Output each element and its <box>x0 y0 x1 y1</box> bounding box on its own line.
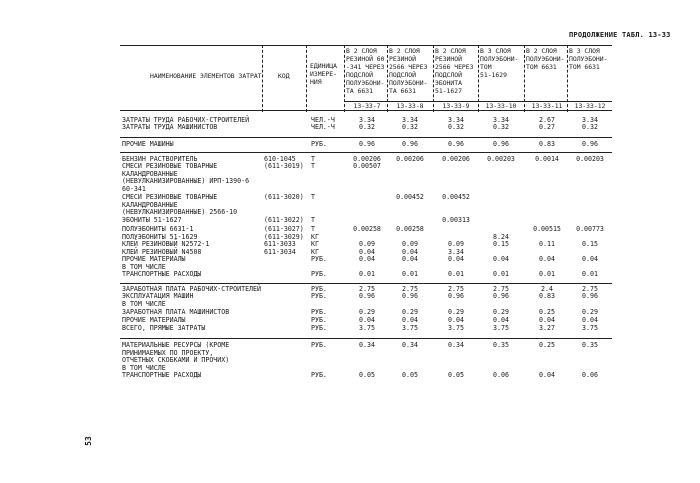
row-value: 0.06 <box>493 371 509 379</box>
header-column-divider <box>433 45 434 112</box>
row-unit: КГ <box>311 248 319 256</box>
row-value: 0.04 <box>359 248 375 256</box>
row-value: 0.34 <box>359 341 375 349</box>
header-column-desc-line: ТА 6631 <box>346 87 373 95</box>
row-value: 0.04 <box>493 316 509 324</box>
header-top-rule <box>120 45 612 46</box>
row-value: 0.83 <box>539 292 555 300</box>
row-value: 2.75 <box>448 285 464 293</box>
row-value: 0.05 <box>448 371 464 379</box>
row-unit: ЧЕЛ.-Ч <box>311 123 335 131</box>
row-unit: РУБ. <box>311 308 327 316</box>
row-value: 0.04 <box>448 255 464 263</box>
row-value: 0.35 <box>493 341 509 349</box>
header-column-desc-line: РЕЗИНОЙ 60 <box>346 55 385 63</box>
row-label: ТРАНСПОРТНЫЕ РАСХОДЫ <box>122 371 202 379</box>
row-value: 0.01 <box>539 270 555 278</box>
row-value: 0.05 <box>402 371 418 379</box>
row-value: 0.96 <box>402 140 418 148</box>
header-column-desc-line: ЭБОНИТА <box>435 79 462 87</box>
row-value: 0.32 <box>402 123 418 131</box>
header-column-desc-line: ПОДСЛОЙ <box>435 71 462 79</box>
row-label: ПОЛУЭБОНИТЫ 6631-1 <box>122 225 194 233</box>
row-value: 3.75 <box>359 324 375 332</box>
header-unit-line: ЕДИНИЦА <box>310 62 337 70</box>
row-unit: КГ <box>311 233 319 241</box>
row-value: 0.04 <box>402 255 418 263</box>
header-column-desc-line: 2566 ЧЕРЕЗ <box>389 63 428 71</box>
row-value: 0.35 <box>582 341 598 349</box>
row-label: СМЕСИ РЕЗИНОВЫЕ ТОВАРНЫЕ <box>122 193 218 201</box>
row-value: 0.04 <box>539 316 555 324</box>
header-column-desc-line: ПОЛУЭБОНИ- <box>389 79 428 87</box>
header-column-divider <box>567 45 568 112</box>
row-value: 3.34 <box>493 116 509 124</box>
header-column-divider <box>262 45 263 112</box>
row-value: 0.09 <box>359 240 375 248</box>
row-value: 0.00258 <box>353 225 381 233</box>
row-code: (611-3019) <box>264 162 304 170</box>
row-code: 611-3033 <box>264 240 296 248</box>
row-value: 0.00206 <box>396 155 424 163</box>
page-title: ПРОДОЛЖЕНИЕ ТАБЛ. 13-33 <box>569 31 671 39</box>
row-value: 0.96 <box>493 140 509 148</box>
row-value: 0.25 <box>539 308 555 316</box>
row-value: 0.32 <box>493 123 509 131</box>
row-label: ПОЛУЭБОНИТЫ 51-1629 <box>122 233 198 241</box>
header-column-desc-line: В 3 СЛОЯ <box>569 47 600 55</box>
header-column-number: 13-33-7 <box>353 102 381 110</box>
header-column-desc-line: В 2 СЛОЯ <box>346 47 377 55</box>
row-value: 3.34 <box>582 116 598 124</box>
header-column-number: 13-33-10 <box>485 102 517 110</box>
header-column-desc-line: 51-1627 <box>435 87 462 95</box>
header-column-desc-line: В 2 СЛОЯ <box>526 47 557 55</box>
row-value: 0.32 <box>448 123 464 131</box>
row-code: (611-3029) <box>264 233 304 241</box>
row-unit: РУБ. <box>311 292 327 300</box>
row-unit: РУБ. <box>311 324 327 332</box>
row-unit: РУБ. <box>311 285 327 293</box>
row-value: 2.75 <box>402 285 418 293</box>
header-column-desc-line: ПОДСЛОЙ <box>346 71 373 79</box>
row-value: 0.06 <box>582 371 598 379</box>
row-value: 0.01 <box>493 270 509 278</box>
row-unit: РУБ. <box>311 371 327 379</box>
row-unit: РУБ. <box>311 140 327 148</box>
header-column-number: 13-33-12 <box>574 102 606 110</box>
header-column-desc-line: РЕЗИНОЙ <box>435 55 462 63</box>
row-value: 0.00313 <box>442 216 470 224</box>
row-value: 0.96 <box>582 292 598 300</box>
header-column-desc-line: ПОЛУЭБОНИ- <box>480 55 519 63</box>
row-value: 0.29 <box>448 308 464 316</box>
section-rule <box>120 283 612 284</box>
row-unit: КГ <box>311 240 319 248</box>
row-value: 3.34 <box>448 248 464 256</box>
header-column-desc-line: ТА 6631 <box>389 87 416 95</box>
row-label: БЕНЗИН РАСТВОРИТЕЛЬ <box>122 155 198 163</box>
header-column-number: 13-33-11 <box>531 102 563 110</box>
row-value: 0.01 <box>582 270 598 278</box>
row-value: 0.00258 <box>396 225 424 233</box>
row-value: 0.25 <box>539 341 555 349</box>
header-column-divider <box>344 45 345 112</box>
row-label: ОТЧЕТНЫХ СКОБКАМИ И ПРОЧИХ) <box>122 356 230 365</box>
row-value: 0.96 <box>402 292 418 300</box>
row-value: 0.96 <box>448 140 464 148</box>
row-label: В ТОМ ЧИСЛЕ <box>122 262 166 271</box>
row-label: СМЕСИ РЕЗИНОВЫЕ ТОВАРНЫЕ <box>122 162 218 170</box>
row-value: 8.24 <box>493 233 509 241</box>
row-value: 0.96 <box>448 292 464 300</box>
row-value: 0.34 <box>448 341 464 349</box>
row-unit: Т <box>311 193 315 201</box>
row-code: 610-1045 <box>264 155 296 163</box>
row-value: 3.75 <box>493 324 509 332</box>
header-unit-line: НИЯ <box>310 78 322 86</box>
row-unit: РУБ. <box>311 316 327 324</box>
row-label: КЛЕЙ РЕЗИНОВЫЙ N4508 <box>122 248 202 256</box>
header-column-divider <box>387 45 388 112</box>
row-value: 0.00515 <box>533 225 561 233</box>
header-column-desc-line: ТОМ 6631 <box>526 63 557 71</box>
header-column-desc-line: 2566 ЧЕРЕЗ <box>435 63 474 71</box>
row-label: ПРИНИМАЕМЫХ ПО ПРОЕКТУ, <box>122 348 214 357</box>
row-value: 0.96 <box>493 292 509 300</box>
row-label: ЭКСПЛУАТАЦИЯ МАШИН <box>122 292 194 300</box>
row-label: ТРАНСПОРТНЫЕ РАСХОДЫ <box>122 270 202 278</box>
header-column-divider <box>478 45 479 112</box>
row-code: 611-3034 <box>264 248 296 256</box>
row-value: 3.27 <box>539 324 555 332</box>
row-unit: РУБ. <box>311 255 327 263</box>
row-label: ПРОЧИЕ МАШИНЫ <box>122 140 174 148</box>
row-code: (611-3027) <box>264 225 304 233</box>
row-value: 2.75 <box>493 285 509 293</box>
row-value: 0.15 <box>493 240 509 248</box>
header-column-desc-line: ПОЛУЭБОНИ- <box>526 55 565 63</box>
row-value: 0.32 <box>582 123 598 131</box>
header-column-number: 13-33-8 <box>396 102 424 110</box>
row-unit: ЧЕЛ.-Ч <box>311 116 335 124</box>
section-rule <box>120 137 612 138</box>
row-label: КАЛАНДРОВАННЫЕ <box>122 169 178 178</box>
header-code-column: КОД <box>278 72 290 80</box>
header-column-desc-line: -341 ЧЕРЕЗ <box>346 63 385 71</box>
row-value: 3.75 <box>402 324 418 332</box>
row-label: ЗАРАБОТНАЯ ПЛАТА МАШИНИСТОВ <box>122 308 230 316</box>
row-label: КЛЕЙ РЕЗИНОВЫЙ N2572-1 <box>122 240 210 248</box>
row-unit: Т <box>311 216 315 224</box>
row-unit: Т <box>311 162 315 170</box>
row-value: 3.34 <box>402 116 418 124</box>
header-column-desc-line: В 2 СЛОЯ <box>435 47 466 55</box>
header-column-desc-line: РЕЗИНОЙ <box>389 55 416 63</box>
row-value: 0.00507 <box>353 162 381 170</box>
row-label: ЗАРАБОТНАЯ ПЛАТА РАБОЧИХ-СТРОИТЕЛЕЙ <box>122 285 261 293</box>
section-rule <box>120 152 612 153</box>
row-value: 0.96 <box>582 140 598 148</box>
row-value: 0.96 <box>359 292 375 300</box>
row-label: ПРОЧИЕ МАТЕРИАЛЫ <box>122 316 186 324</box>
header-column-desc-line: В 3 СЛОЯ <box>480 47 511 55</box>
row-value: 0.05 <box>359 371 375 379</box>
row-value: 0.09 <box>402 240 418 248</box>
row-value: 2.4 <box>541 285 553 293</box>
row-value: 0.04 <box>359 316 375 324</box>
row-value: 0.29 <box>582 308 598 316</box>
row-value: 0.32 <box>359 123 375 131</box>
row-label: ЭБОНИТЫ 51-1627 <box>122 216 182 224</box>
row-value: 2.75 <box>359 285 375 293</box>
row-label: 60-341 <box>122 185 146 194</box>
row-value: 0.11 <box>539 240 555 248</box>
row-value: 3.75 <box>448 324 464 332</box>
row-value: 0.29 <box>402 308 418 316</box>
margin-page-mark: 53 <box>83 436 93 446</box>
row-value: 3.34 <box>448 116 464 124</box>
row-value: 0.04 <box>493 255 509 263</box>
row-value: 0.0014 <box>535 155 559 163</box>
header-column-desc-line: В 2 СЛОЯ <box>389 47 420 55</box>
row-value: 0.27 <box>539 123 555 131</box>
row-unit: Т <box>311 225 315 233</box>
row-unit: РУБ. <box>311 270 327 278</box>
row-value: 3.34 <box>359 116 375 124</box>
header-column-divider <box>306 45 307 112</box>
row-label: КАЛАНДРОВАННЫЕ <box>122 200 178 209</box>
header-column-desc-line: 51-1629 <box>480 71 507 79</box>
row-value: 0.04 <box>539 255 555 263</box>
header-column-desc-line: ПОЛУЭБОНИ- <box>346 79 385 87</box>
row-value: 0.29 <box>359 308 375 316</box>
row-value: 0.83 <box>539 140 555 148</box>
row-label: В ТОМ ЧИСЛЕ <box>122 364 166 373</box>
header-column-desc-line: ТОМ <box>480 63 492 71</box>
row-value: 0.00452 <box>396 193 424 201</box>
row-value: 0.04 <box>582 316 598 324</box>
row-label: ЗАТРАТЫ ТРУДА РАБОЧИХ-СТРОИТЕЛЕЙ <box>122 116 250 124</box>
row-label: МАТЕРИАЛЬНЫЕ РЕСУРСЫ (КРОМЕ <box>122 341 230 349</box>
header-unit-line: ИЗМЕРЕ- <box>310 70 337 78</box>
row-value: 0.00773 <box>576 225 604 233</box>
header-column-desc-line: ПОЛУЭБОНИ- <box>569 55 608 63</box>
row-value: 0.04 <box>448 316 464 324</box>
row-value: 0.01 <box>448 270 464 278</box>
section-rule <box>120 338 612 339</box>
row-value: 0.04 <box>402 316 418 324</box>
header-name-column: НАИМЕНОВАНИЕ ЭЛЕМЕНТОВ ЗАТРАТ <box>150 72 262 80</box>
row-label: ЗАТРАТЫ ТРУДА МАШИНИСТОВ <box>122 123 218 131</box>
row-unit: Т <box>311 155 315 163</box>
row-value: 2.67 <box>539 116 555 124</box>
row-value: 0.00203 <box>576 155 604 163</box>
row-label: ВСЕГО, ПРЯМЫЕ ЗАТРАТЫ <box>122 324 206 332</box>
header-column-desc-line: ПОДСЛОЙ <box>389 71 416 79</box>
row-value: 0.00452 <box>442 193 470 201</box>
row-code: (611-3022) <box>264 216 304 224</box>
row-value: 0.00203 <box>487 155 515 163</box>
header-column-divider <box>524 45 525 112</box>
row-value: 0.04 <box>402 248 418 256</box>
row-value: 3.75 <box>582 324 598 332</box>
header-column-desc-line: ТОМ 6631 <box>569 63 600 71</box>
row-label: В ТОМ ЧИСЛЕ <box>122 299 166 308</box>
row-value: 0.00206 <box>353 155 381 163</box>
row-label: (НЕВУЛКАНИЗИРОВАННЫЕ) ИРП-1390-6 <box>122 177 250 186</box>
row-value: 0.29 <box>493 308 509 316</box>
row-value: 0.96 <box>359 140 375 148</box>
row-value: 0.04 <box>359 255 375 263</box>
row-value: 0.34 <box>402 341 418 349</box>
row-value: 2.75 <box>582 285 598 293</box>
row-value: 0.04 <box>582 255 598 263</box>
row-label: ПРОЧИЕ МАТЕРИАЛЫ <box>122 255 186 263</box>
row-value: 0.00206 <box>442 155 470 163</box>
row-code: (611-3020) <box>264 193 304 201</box>
row-label: (НЕВУЛКАНИЗИРОВАННЫЕ) 2566-10 <box>122 208 238 217</box>
row-value: 0.15 <box>582 240 598 248</box>
row-value: 0.01 <box>402 270 418 278</box>
header-column-number: 13-33-9 <box>442 102 470 110</box>
row-value: 0.09 <box>448 240 464 248</box>
row-value: 0.04 <box>539 371 555 379</box>
row-value: 0.01 <box>359 270 375 278</box>
row-unit: РУБ. <box>311 341 327 349</box>
